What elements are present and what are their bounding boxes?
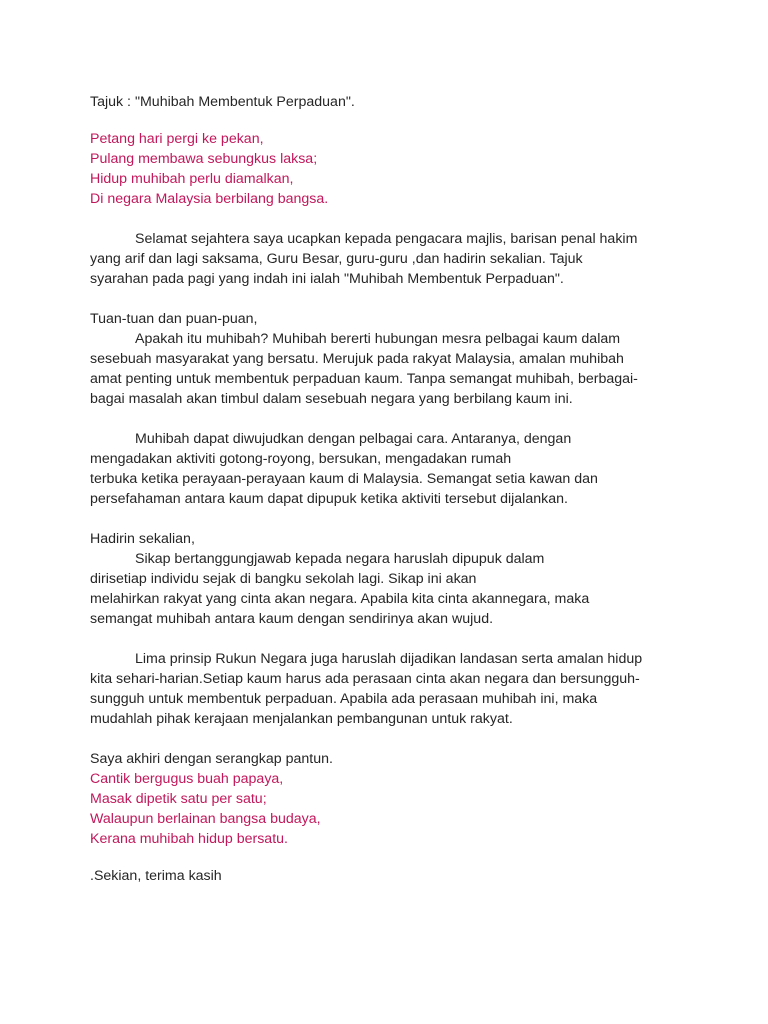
- pantun-close-line-3: Walaupun berlainan bangsa budaya,: [90, 811, 321, 827]
- paragraph-3-line-1: Muhibah dapat diwujudkan dengan pelbagai cara. Antaranya, dengan: [135, 431, 572, 447]
- paragraph-5-line-4: mudahlah pihak kerajaan menjalankan pembangunan untuk rakyat.: [90, 711, 513, 727]
- pantun-open-line-1: Petang hari pergi ke pekan,: [90, 131, 264, 147]
- paragraph-3-line-2: mengadakan aktiviti gotong-royong, bersukan, mengadakan rumah: [90, 451, 512, 467]
- paragraph-4-line-1: Sikap bertanggungjawab kepada negara haruslah dipupuk dalam: [135, 551, 545, 567]
- paragraph-4-line-4: semangat muhibah antara kaum dengan sendirinya akan wujud.: [90, 611, 494, 627]
- paragraph-5-line-3: sungguh untuk membentuk perpaduan. Apabila ada perasaan muhibah ini, maka: [90, 691, 598, 707]
- paragraph-4-line-3: melahirkan rakyat yang cinta akan negara. Apabila kita cinta akannegara, maka: [90, 591, 590, 607]
- paragraph-1-line-1: Selamat sejahtera saya ucapkan kepada pengacara majlis, barisan penal hakim: [135, 231, 638, 247]
- salutation-1: Tuan-tuan dan puan-puan,: [90, 311, 258, 327]
- paragraph-2-line-2: sesebuah masyarakat yang bersatu. Merujuk pada rakyat Malaysia, amalan muhibah: [90, 351, 624, 367]
- paragraph-1-line-2: yang arif dan lagi saksama, Guru Besar, guru-guru ,dan hadirin sekalian. Tajuk: [90, 251, 583, 267]
- document-title: Tajuk : "Muhibah Membentuk Perpaduan".: [90, 94, 355, 110]
- paragraph-5-line-1: Lima prinsip Rukun Negara juga haruslah dijadikan landasan serta amalan hidup: [135, 651, 643, 667]
- paragraph-1-line-3: syarahan pada pagi yang indah ini ialah "Muhibah Membentuk Perpaduan".: [90, 271, 564, 287]
- paragraph-4-line-2: dirisetiap individu sejak di bangku sekolah lagi. Sikap ini akan: [90, 571, 477, 587]
- paragraph-2-line-1: Apakah itu muhibah? Muhibah bererti hubungan mesra pelbagai kaum dalam: [135, 331, 621, 347]
- pantun-open-line-4: Di negara Malaysia berbilang bangsa.: [90, 191, 329, 207]
- paragraph-2-line-3: amat penting untuk membentuk perpaduan kaum. Tanpa semangat muhibah, berbagai-: [90, 371, 638, 387]
- salutation-2: Hadirin sekalian,: [90, 531, 195, 547]
- closing-intro: Saya akhiri dengan serangkap pantun.: [90, 751, 333, 767]
- paragraph-5-line-2: kita sehari-harian.Setiap kaum harus ada perasaan cinta akan negara dan bersungguh-: [90, 671, 640, 687]
- paragraph-3-line-3: terbuka ketika perayaan-perayaan kaum di Malaysia. Semangat setia kawan dan: [90, 471, 598, 487]
- pantun-close-line-1: Cantik bergugus buah papaya,: [90, 771, 284, 787]
- pantun-open-line-2: Pulang membawa sebungkus laksa;: [90, 151, 318, 167]
- paragraph-3-line-4: persefahaman antara kaum dapat dipupuk ketika aktiviti tersebut dijalankan.: [90, 491, 568, 507]
- pantun-close-line-4: Kerana muhibah hidup bersatu.: [90, 831, 288, 847]
- pantun-close-line-2: Masak dipetik satu per satu;: [90, 791, 267, 807]
- pantun-open-line-3: Hidup muhibah perlu diamalkan,: [90, 171, 294, 187]
- paragraph-2-line-4: bagai masalah akan timbul dalam sesebuah negara yang berbilang kaum ini.: [90, 391, 573, 407]
- signoff: .Sekian, terima kasih: [90, 868, 222, 884]
